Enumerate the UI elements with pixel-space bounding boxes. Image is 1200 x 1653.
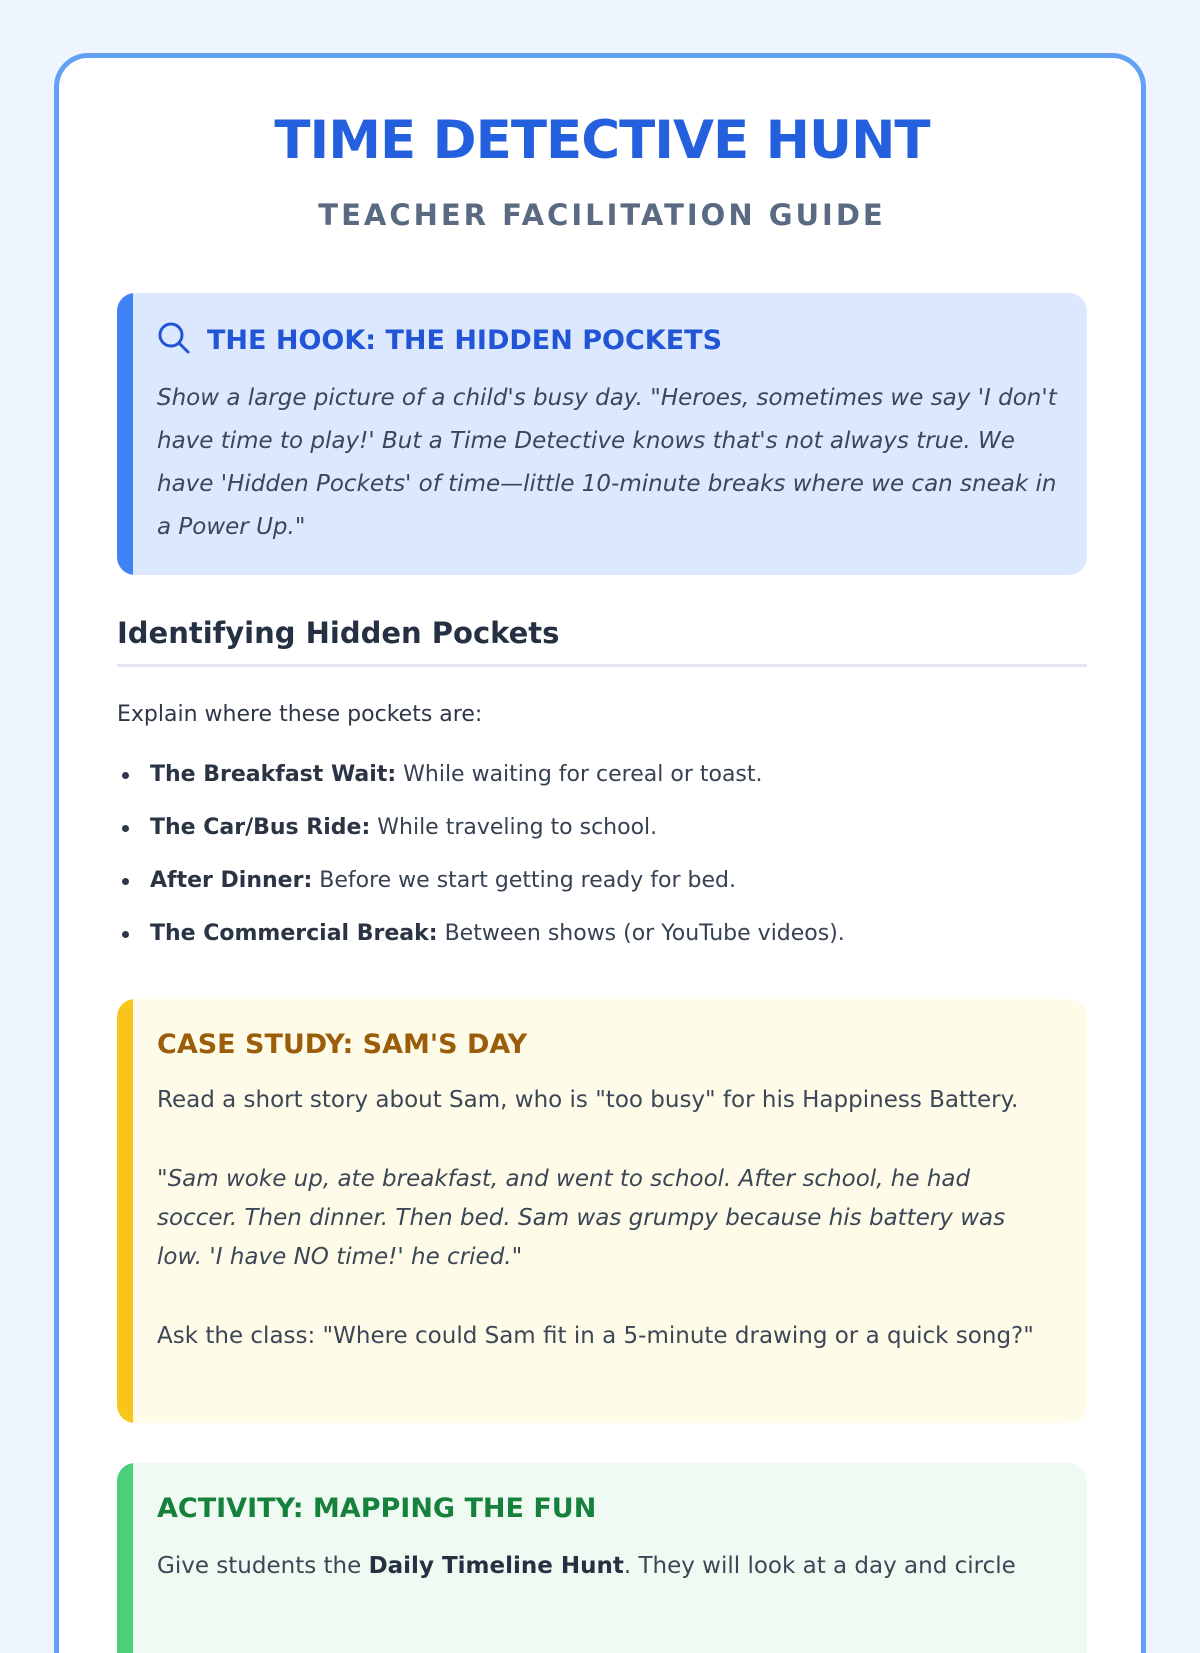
case-accent-bar (117, 999, 133, 1423)
list-item (117, 911, 1087, 964)
list-item-text: While waiting for cereal or toast. (396, 762, 763, 787)
list-item-text: Between shows (or YouTube videos). (437, 921, 845, 946)
hook-accent-bar (117, 293, 133, 575)
guide-card (54, 53, 1146, 1653)
bullet-icon (122, 931, 129, 938)
list-item (117, 805, 1087, 858)
list-item-text: Before we start getting ready for bed. (312, 868, 736, 893)
list-item-text: While traveling to school. (370, 815, 658, 840)
hook-text: Show a large picture of a child's busy day. "Heroes, sometimes we say 'I don't have time to play!' But a Time Detective knows that's not always true. We have 'Hidden Pockets' of time—little 10-minute breaks where we can sneak in a Power Up." (157, 385, 1057, 540)
page-title: TIME DETECTIVE HUNT (274, 110, 930, 171)
hook-title: THE HOOK: THE HIDDEN POCKETS (207, 324, 723, 356)
case-study-callout (117, 999, 1087, 1423)
bullet-icon (122, 878, 129, 885)
case-study-title: CASE STUDY: SAM'S DAY (157, 1029, 528, 1060)
case-study-question: Ask the class: "Where could Sam fit in a 5-minute drawing or a quick song?" (157, 1323, 1034, 1349)
hook-header (157, 321, 722, 359)
activity-accent-bar (117, 1463, 133, 1653)
case-study-intro: Read a short story about Sam, who is "too busy" for his Happiness Battery. (157, 1087, 1019, 1113)
list-item (117, 752, 1087, 805)
list-item-label: After Dinner: (150, 868, 313, 893)
list-item (117, 858, 1087, 911)
bullet-icon (122, 825, 129, 832)
list-item-label: The Car/Bus Ride: (150, 815, 371, 840)
search-icon (157, 321, 191, 359)
pocket-list (117, 752, 1087, 964)
activity-worksheet-name: Daily Timeline Hunt (368, 1553, 624, 1579)
bullet-icon (122, 772, 129, 779)
hook-callout (117, 293, 1087, 575)
activity-callout (117, 1463, 1087, 1653)
list-item-label: The Breakfast Wait: (150, 762, 397, 787)
case-study-story: "Sam woke up, ate breakfast, and went to school. After school, he had soccer. Then dinner. Then bed. Sam was grumpy because his battery was low. 'I have NO time!' he cried." (157, 1166, 1006, 1270)
list-item-label: The Commercial Break: (150, 921, 438, 946)
section-heading: Identifying Hidden Pockets (117, 616, 1087, 667)
page-subtitle: TEACHER FACILITATION GUIDE (318, 198, 886, 232)
section-intro: Explain where these pockets are: (117, 702, 483, 727)
activity-text-end: . They will look at a day and circle (623, 1553, 1016, 1579)
activity-text-start: Give students the (157, 1553, 369, 1579)
activity-text (157, 1547, 1057, 1586)
activity-title: ACTIVITY: MAPPING THE FUN (157, 1493, 597, 1524)
